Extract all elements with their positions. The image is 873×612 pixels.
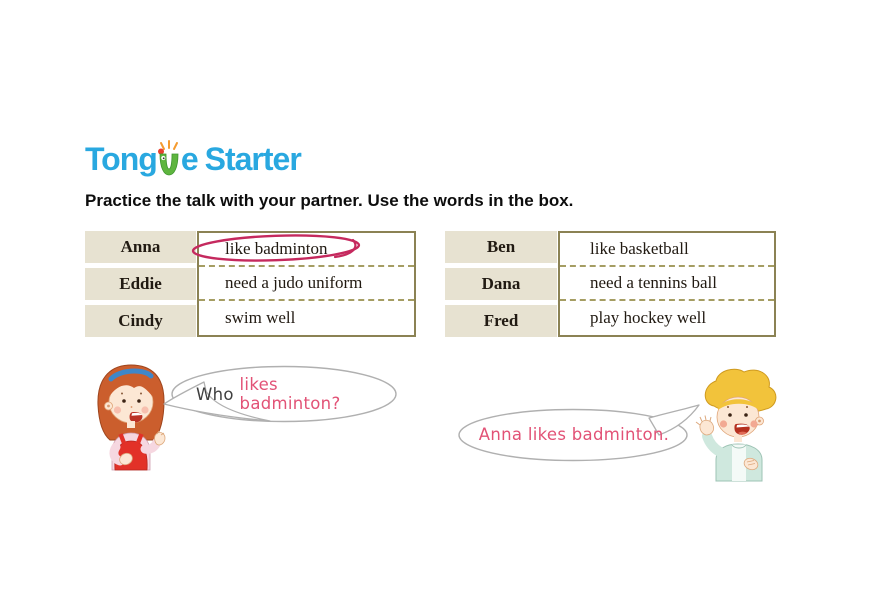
- logo-word1-part2: e: [180, 141, 198, 177]
- question-prefix: Who: [196, 384, 234, 404]
- name-cell: Dana: [445, 268, 557, 300]
- tongue-starter-logo: [85, 131, 301, 175]
- instruction-text: Practice the talk with your partner. Use the words in the box.: [85, 191, 574, 210]
- word-table-left: [85, 231, 416, 337]
- word-table-right-phrases: [558, 231, 776, 337]
- answer-text: Anna likes badminton.: [478, 424, 670, 444]
- caterpillar-u-icon: [157, 140, 181, 182]
- question-text: [196, 375, 382, 413]
- name-cell: Ben: [445, 231, 557, 263]
- phrase-cell: swim well: [225, 308, 296, 327]
- phrase-cell: need a judo uniform: [199, 267, 414, 301]
- phrase-cell: need a tennins ball: [560, 267, 774, 301]
- name-cell: Fred: [445, 305, 557, 337]
- word-table-right-names: [445, 231, 557, 337]
- phrase-cell: like basketball: [560, 233, 774, 267]
- word-table-left-names: [85, 231, 196, 337]
- question-highlight: likes badminton?: [239, 375, 341, 413]
- logo-word2: Starter: [204, 141, 301, 177]
- phrase-cell: play hockey well: [590, 308, 707, 327]
- phrase-cell: like badminton: [199, 233, 414, 267]
- boy-character-illustration: [692, 366, 786, 482]
- word-table-right: [445, 231, 776, 337]
- word-table-left-phrases: [197, 231, 416, 337]
- name-cell: Anna: [85, 231, 196, 263]
- name-cell: Cindy: [85, 305, 196, 337]
- name-cell: Eddie: [85, 268, 196, 300]
- logo-word1-part1: Tong: [85, 141, 157, 177]
